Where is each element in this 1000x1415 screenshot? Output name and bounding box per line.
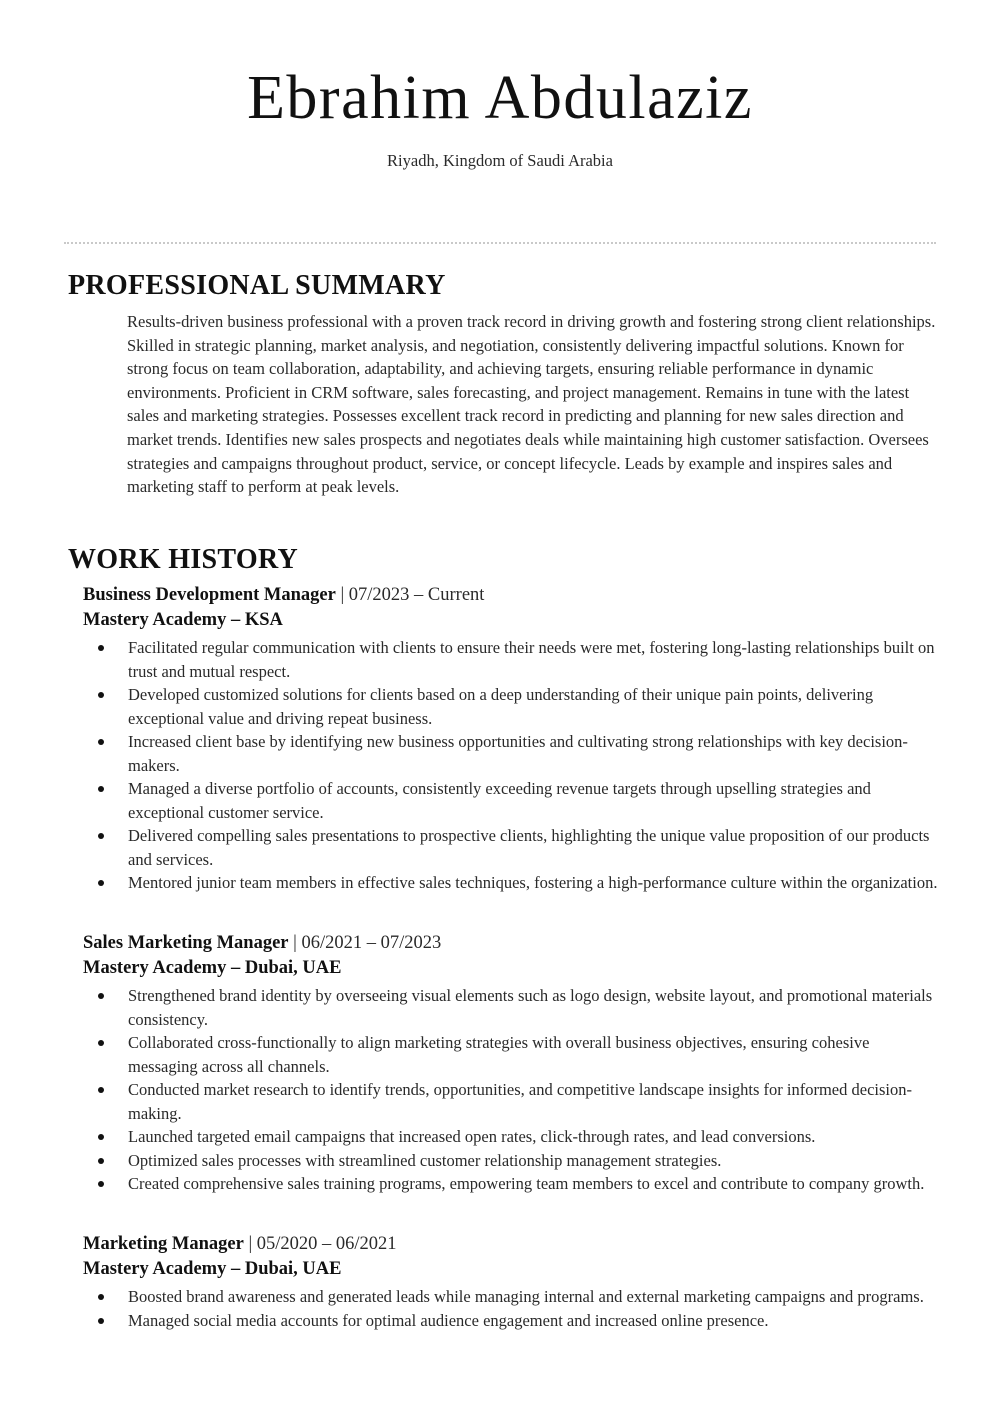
candidate-name: Ebrahim Abdulaziz [247, 64, 753, 132]
header-divider [64, 242, 936, 244]
job-bullets [83, 1285, 943, 1332]
job-header [83, 1232, 943, 1257]
job-title: Business Development Manager [83, 585, 336, 605]
summary-text: Results-driven business professional with a proven track record in driving growth and fostering strong client relationships. Skilled in strategic planning, market analysis, and negotiation, consistently delivering impactful solutions. Known for strong focus on team collaboration, adaptability, and achieving targets, ensuring reliable performance in dynamic environments. Proficient in CRM software, sales forecasting, and project management. Remains in tune with the latest sales and marketing strategies. Possesses excellent track record in predicting and planning for new sales direction and market trends. Identifies new sales prospects and negotiates deals while maintaining high customer satisfaction. Oversees strategies and campaigns throughout product, service, or concept lifecycle. Leads by example and inspires sales and marketing staff to perform at peak levels. [127, 312, 936, 497]
work-history-heading: WORK HISTORY [68, 544, 299, 575]
list-item: Facilitated regular communication with clients to ensure their needs were met, fostering long-lasting relationships built on trust and mutual respect. [83, 636, 943, 683]
job-entry [83, 1232, 943, 1332]
bullet-icon [98, 786, 104, 792]
list-item: Launched targeted email campaigns that increased open rates, click-through rates, and lead conversions. [83, 1125, 943, 1149]
candidate-location: Riyadh, Kingdom of Saudi Arabia [387, 151, 613, 170]
bullet-icon [98, 1181, 104, 1187]
bullet-icon [98, 1158, 104, 1164]
list-item: Managed a diverse portfolio of accounts, consistently exceeding revenue targets through upselling strategies and exceptional customer service. [83, 777, 943, 824]
list-item: Increased client base by identifying new business opportunities and cultivating strong relationships with key decision-makers. [83, 730, 943, 777]
job-dates: | 05/2020 – 06/2021 [243, 1234, 397, 1254]
job-header [83, 583, 943, 608]
bullet-icon [98, 739, 104, 745]
bullet-icon [98, 1318, 104, 1324]
bullet-icon [98, 880, 104, 886]
bullet-icon [98, 1294, 104, 1300]
list-item: Mentored junior team members in effective sales techniques, fostering a high-performance culture within the organization. [83, 871, 943, 895]
list-item: Strengthened brand identity by overseeing visual elements such as logo design, website layout, and promotional materials consistency. [83, 984, 943, 1031]
bullet-icon [98, 1040, 104, 1046]
bullet-icon [98, 993, 104, 999]
list-item: Delivered compelling sales presentations to prospective clients, highlighting the unique value proposition of our products and services. [83, 824, 943, 871]
list-item: Created comprehensive sales training programs, empowering team members to excel and contribute to company growth. [83, 1172, 943, 1196]
bullet-icon [98, 692, 104, 698]
job-title: Sales Marketing Manager [83, 933, 289, 953]
bullet-icon [98, 833, 104, 839]
list-item: Conducted market research to identify trends, opportunities, and competitive landscape insights for informed decision-making. [83, 1078, 943, 1125]
job-dates: | 07/2023 – Current [335, 585, 485, 605]
bullet-icon [98, 1087, 104, 1093]
list-item: Collaborated cross-functionally to align marketing strategies with overall business objectives, ensuring cohesive messaging across all channels. [83, 1031, 943, 1078]
summary-heading: PROFESSIONAL SUMMARY [68, 270, 446, 301]
job-company: Mastery Academy – KSA [83, 609, 283, 630]
job-company: Mastery Academy – Dubai, UAE [83, 1258, 342, 1279]
list-item: Developed customized solutions for clients based on a deep understanding of their unique pain points, delivering exceptional value and driving repeat business. [83, 683, 943, 730]
job-company: Mastery Academy – Dubai, UAE [83, 957, 342, 978]
job-entry [83, 583, 943, 895]
list-item: Managed social media accounts for optimal audience engagement and increased online presence. [83, 1309, 943, 1333]
job-bullets [83, 636, 943, 895]
list-item: Optimized sales processes with streamlined customer relationship management strategies. [83, 1149, 943, 1173]
job-dates: | 06/2021 – 07/2023 [288, 933, 442, 953]
bullet-icon [98, 1134, 104, 1140]
job-bullets [83, 984, 943, 1196]
bullet-icon [98, 645, 104, 651]
list-item: Boosted brand awareness and generated leads while managing internal and external marketing campaigns and programs. [83, 1285, 943, 1309]
job-entry [83, 931, 943, 1196]
job-header [83, 931, 943, 956]
job-title: Marketing Manager [83, 1234, 244, 1254]
